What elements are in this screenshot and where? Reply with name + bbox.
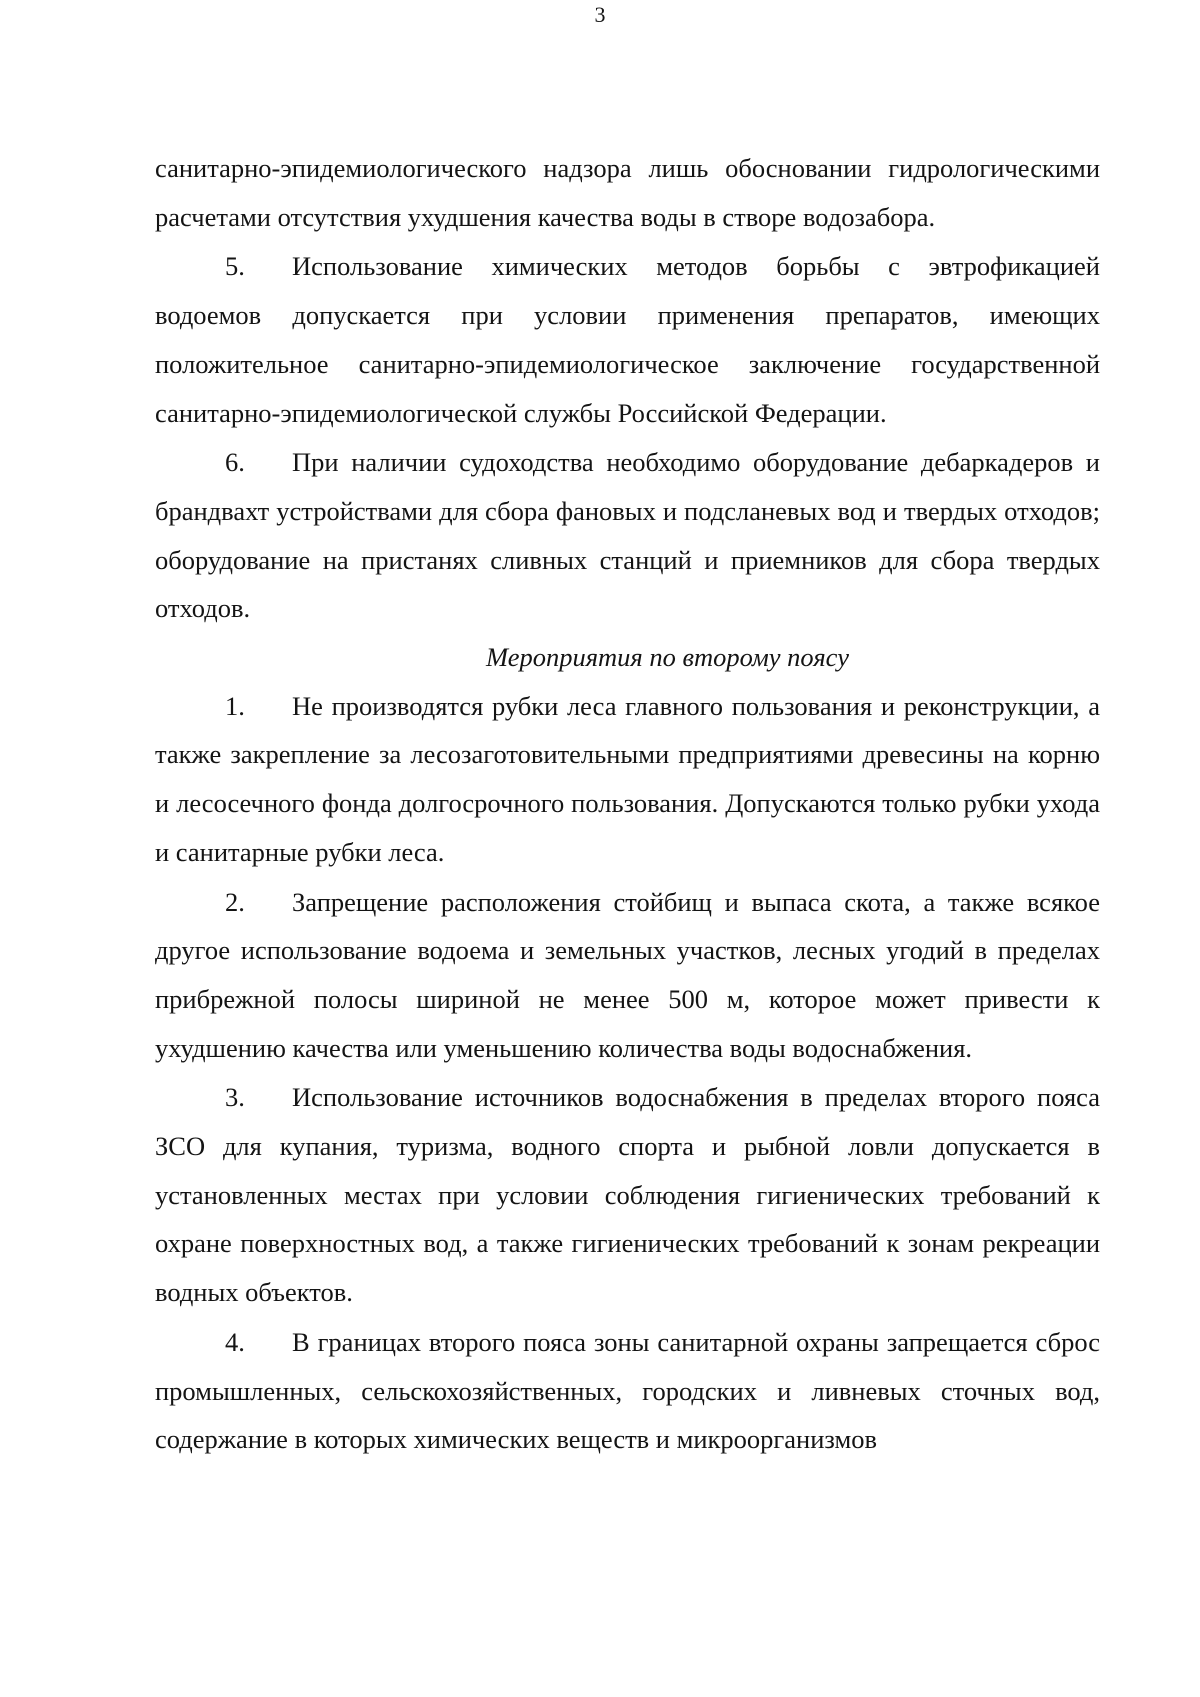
intro-paragraph: санитарно-эпидемиологического надзора лишь обосновании гидрологическими расчетами отсутствия ухудшения качества воды в створе водозабора. [155,153,1100,232]
item-text: Использование химических методов борьбы с эвтрофикацией водоемов допускается при условии применения препаратов, имеющих положительное санитарно-эпидемиологическое заключение государственной санитарно-эпидемиологической службы Российской Федерации. [155,251,1100,428]
item-text: Не производятся рубки леса главного пользования и реконструкции, а также закрепление за лесозаготовительными предприятиями древесины на корню и лесосечного фонда долгосрочного пользования. Допускаются только рубки ухода и санитарные рубки леса. [155,690,1100,867]
item-number: 2. [225,886,245,917]
item-number: 4. [225,1326,245,1357]
first-belt-item-6 [155,438,1100,633]
second-belt-heading: Мероприятия по второму поясу [486,642,849,673]
item-text: В границах второго пояса зоны санитарной охраны запрещается сброс промышленных, сельскохозяйственных, городских и ливневых сточных вод, содержание в которых химических веществ и микроорганизмов [155,1326,1100,1455]
second-belt-item-4 [155,1318,1100,1464]
item-number: 5. [225,251,245,282]
page-number: 3 [594,2,606,27]
first-belt-item-5 [155,242,1100,437]
second-belt-item-1 [155,682,1100,877]
document-body [155,144,1100,1464]
item-number: 6. [225,447,245,478]
item-text: Использование источников водоснабжения в пределах второго пояса ЗСО для купания, туризма, водного спорта и рыбной ловли допускается в установленных местах при условии соблюдения гигиенических требований к охране поверхностных вод, а также гигиенических требований к зонам рекреации водных объектов. [155,1082,1100,1308]
item-text: При наличии судоходства необходимо оборудование дебаркадеров и брандвахт устройствами для сбора фановых и подсланевых вод и твердых отходов; оборудование на пристанях сливных станций и приемников для сбора твердых отходов. [155,447,1100,624]
item-number: 3. [225,1082,245,1113]
second-belt-item-3 [155,1073,1100,1317]
item-number: 1. [225,690,245,721]
second-belt-item-2 [155,878,1100,1073]
item-text: Запрещение расположения стойбищ и выпаса скота, а также всякое другое использование водоема и земельных участков, лесных угодий в пределах прибрежной полосы шириной не менее 500 м, которое может привести к ухудшению качества или уменьшению количества воды водоснабжения. [155,886,1100,1063]
